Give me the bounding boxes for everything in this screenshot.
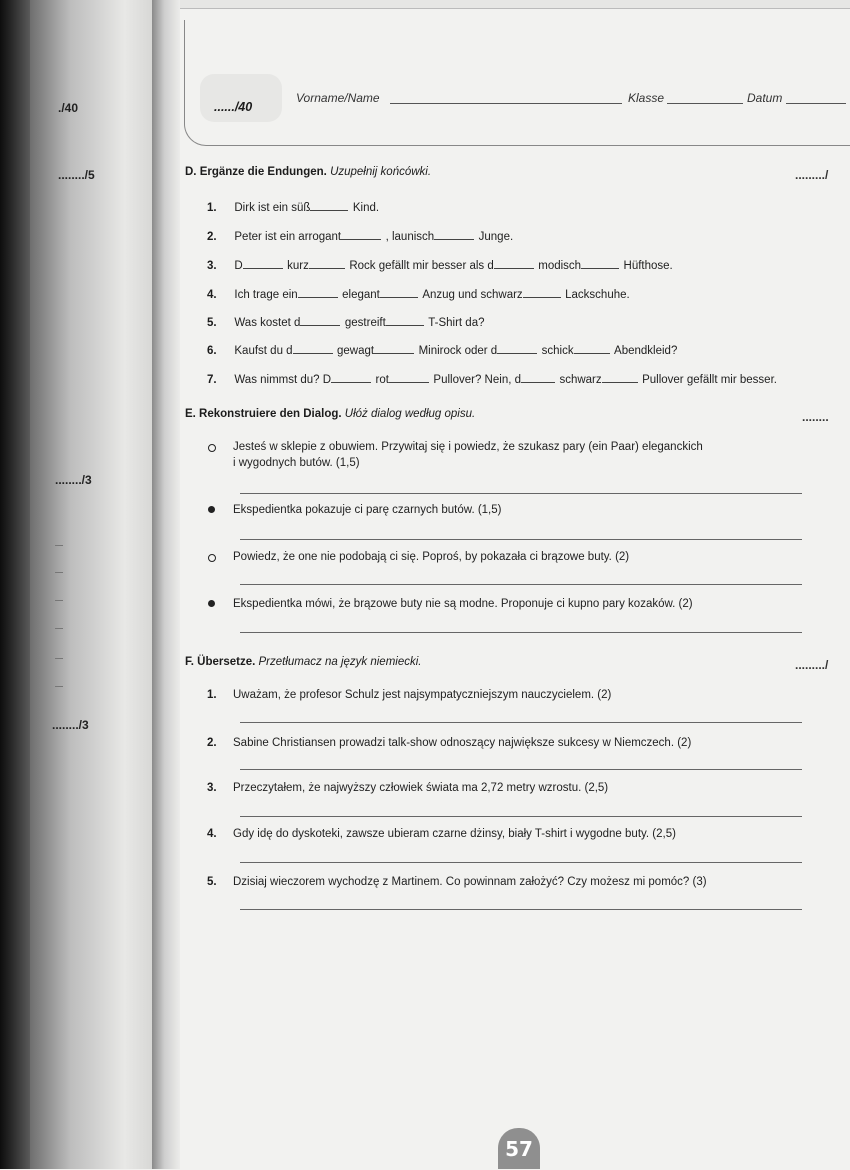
e-item-2-text: Ekspedientka pokazuje ci parę czarnych butów. (1,5) xyxy=(233,504,502,516)
top-edge xyxy=(180,0,850,9)
blank-field[interactable] xyxy=(389,372,429,383)
e-item-1-line2: i wygodnych butów. (1,5) xyxy=(233,457,360,469)
blank-field[interactable] xyxy=(374,343,414,354)
page-number: 57 xyxy=(498,1128,540,1169)
left-line-mark xyxy=(55,572,63,573)
f-item-3-number: 3. xyxy=(207,782,217,794)
name-field[interactable] xyxy=(390,103,622,104)
blank-field[interactable] xyxy=(434,229,474,240)
left-line-mark xyxy=(55,628,63,629)
class-field[interactable] xyxy=(667,103,743,104)
d-item-7: 7. Was nimmst du? D rot Pullover? Nein, d schwarz Pullover gefällt mir besser. xyxy=(207,374,777,386)
answer-line[interactable] xyxy=(240,721,802,723)
blank-field[interactable] xyxy=(380,287,418,298)
answer-line[interactable] xyxy=(240,492,802,494)
blank-field[interactable] xyxy=(331,372,371,383)
answer-line[interactable] xyxy=(240,538,802,540)
d-item-4: 4. Ich trage ein elegant Anzug und schwarz Lackschuhe. xyxy=(207,289,630,301)
filled-bullet-icon xyxy=(208,600,215,607)
f-item-5-text: Dzisiaj wieczorem wychodzę z Martinem. Co powinnam założyć? Czy możesz mi pomóc? (3) xyxy=(233,876,707,888)
answer-line[interactable] xyxy=(240,908,802,910)
d-item-1: 1. Dirk ist ein süß Kind. xyxy=(207,202,380,214)
open-bullet-icon xyxy=(208,444,216,452)
name-label: Vorname/Name xyxy=(296,91,380,105)
blank-field[interactable] xyxy=(581,258,619,269)
section-e-title: E. Rekonstruiere den Dialog. Ułóż dialog według opisu. xyxy=(185,408,476,420)
e-item-1-line1: Jesteś w sklepie z obuwiem. Przywitaj się i powiedz, że szukasz pary (ein Paar) eleganckich xyxy=(233,441,703,453)
open-bullet-icon xyxy=(208,554,216,562)
section-d-score: ........./ xyxy=(795,168,829,182)
left-line-mark xyxy=(55,658,63,659)
f-item-2-number: 2. xyxy=(207,737,217,749)
blank-field[interactable] xyxy=(494,258,534,269)
left-line-mark xyxy=(55,686,63,687)
d-item-5: 5. Was kostet d gestreift T-Shirt da? xyxy=(207,317,485,329)
blank-field[interactable] xyxy=(341,229,381,240)
class-label: Klasse xyxy=(628,91,665,105)
blank-field[interactable] xyxy=(300,315,340,326)
left-page-edge xyxy=(30,0,165,1169)
answer-line[interactable] xyxy=(240,861,802,863)
blank-field[interactable] xyxy=(497,343,537,354)
book-spine xyxy=(0,0,30,1169)
e-item-4-text: Ekspedientka mówi, że brązowe buty nie są modne. Proponuje ci kupno pary kozaków. (2) xyxy=(233,598,693,610)
header-frame xyxy=(184,20,850,146)
f-item-4-number: 4. xyxy=(207,828,217,840)
blank-field[interactable] xyxy=(310,200,348,211)
section-f-title: F. Übersetze. Przetłumacz na język niemiecki. xyxy=(185,656,422,668)
blank-field[interactable] xyxy=(243,258,283,269)
blank-field[interactable] xyxy=(309,258,345,269)
blank-field[interactable] xyxy=(386,315,424,326)
left-score-e: ......../3 xyxy=(55,473,92,487)
f-item-5-number: 5. xyxy=(207,876,217,888)
answer-line[interactable] xyxy=(240,768,802,770)
date-field[interactable] xyxy=(786,103,846,104)
blank-field[interactable] xyxy=(298,287,338,298)
d-item-3: 3. D kurz Rock gefällt mir besser als d modisch Hüfthose. xyxy=(207,260,673,272)
f-item-1-text: Uważam, że profesor Schulz jest najsympatyczniejszym nauczycielem. (2) xyxy=(233,689,612,701)
d-item-2: 2. Peter ist ein arrogant , launisch Junge. xyxy=(207,231,514,243)
blank-field[interactable] xyxy=(523,287,561,298)
left-score-f: ......../3 xyxy=(52,718,89,732)
header-score: ....../40 xyxy=(214,100,253,114)
left-score-total: ./40 xyxy=(58,101,79,115)
section-d-title: D. Ergänze die Endungen. Uzupełnij końcówki. xyxy=(185,166,432,178)
date-label: Datum xyxy=(747,91,783,105)
filled-bullet-icon xyxy=(208,506,215,513)
answer-line[interactable] xyxy=(240,815,802,817)
d-item-6: 6. Kaufst du d gewagt Minirock oder d schick Abendkleid? xyxy=(207,345,678,357)
left-score-d: ......../5 xyxy=(58,168,95,182)
blank-field[interactable] xyxy=(521,372,555,383)
section-f-score: ........./ xyxy=(795,658,829,672)
f-item-1-number: 1. xyxy=(207,689,217,701)
blank-field[interactable] xyxy=(574,343,610,354)
left-line-mark xyxy=(55,600,63,601)
f-item-2-text: Sabine Christiansen prowadzi talk-show odnoszący największe sukcesy w Niemczech. (2) xyxy=(233,737,692,749)
page-gutter xyxy=(152,0,180,1169)
f-item-3-text: Przeczytałem, że najwyższy człowiek świata ma 2,72 metry wzrostu. (2,5) xyxy=(233,782,609,794)
f-item-4-text: Gdy idę do dyskoteki, zawsze ubieram czarne dżinsy, biały T-shirt i wygodne buty. (2,5) xyxy=(233,828,676,840)
section-e-score: ........ xyxy=(802,410,829,424)
answer-line[interactable] xyxy=(240,631,802,633)
answer-line[interactable] xyxy=(240,583,802,585)
e-item-3-text: Powiedz, że one nie podobają ci się. Poproś, by pokazała ci brązowe buty. (2) xyxy=(233,551,630,563)
score-box xyxy=(200,74,282,122)
blank-field[interactable] xyxy=(293,343,333,354)
left-line-mark xyxy=(55,545,63,546)
blank-field[interactable] xyxy=(602,372,638,383)
